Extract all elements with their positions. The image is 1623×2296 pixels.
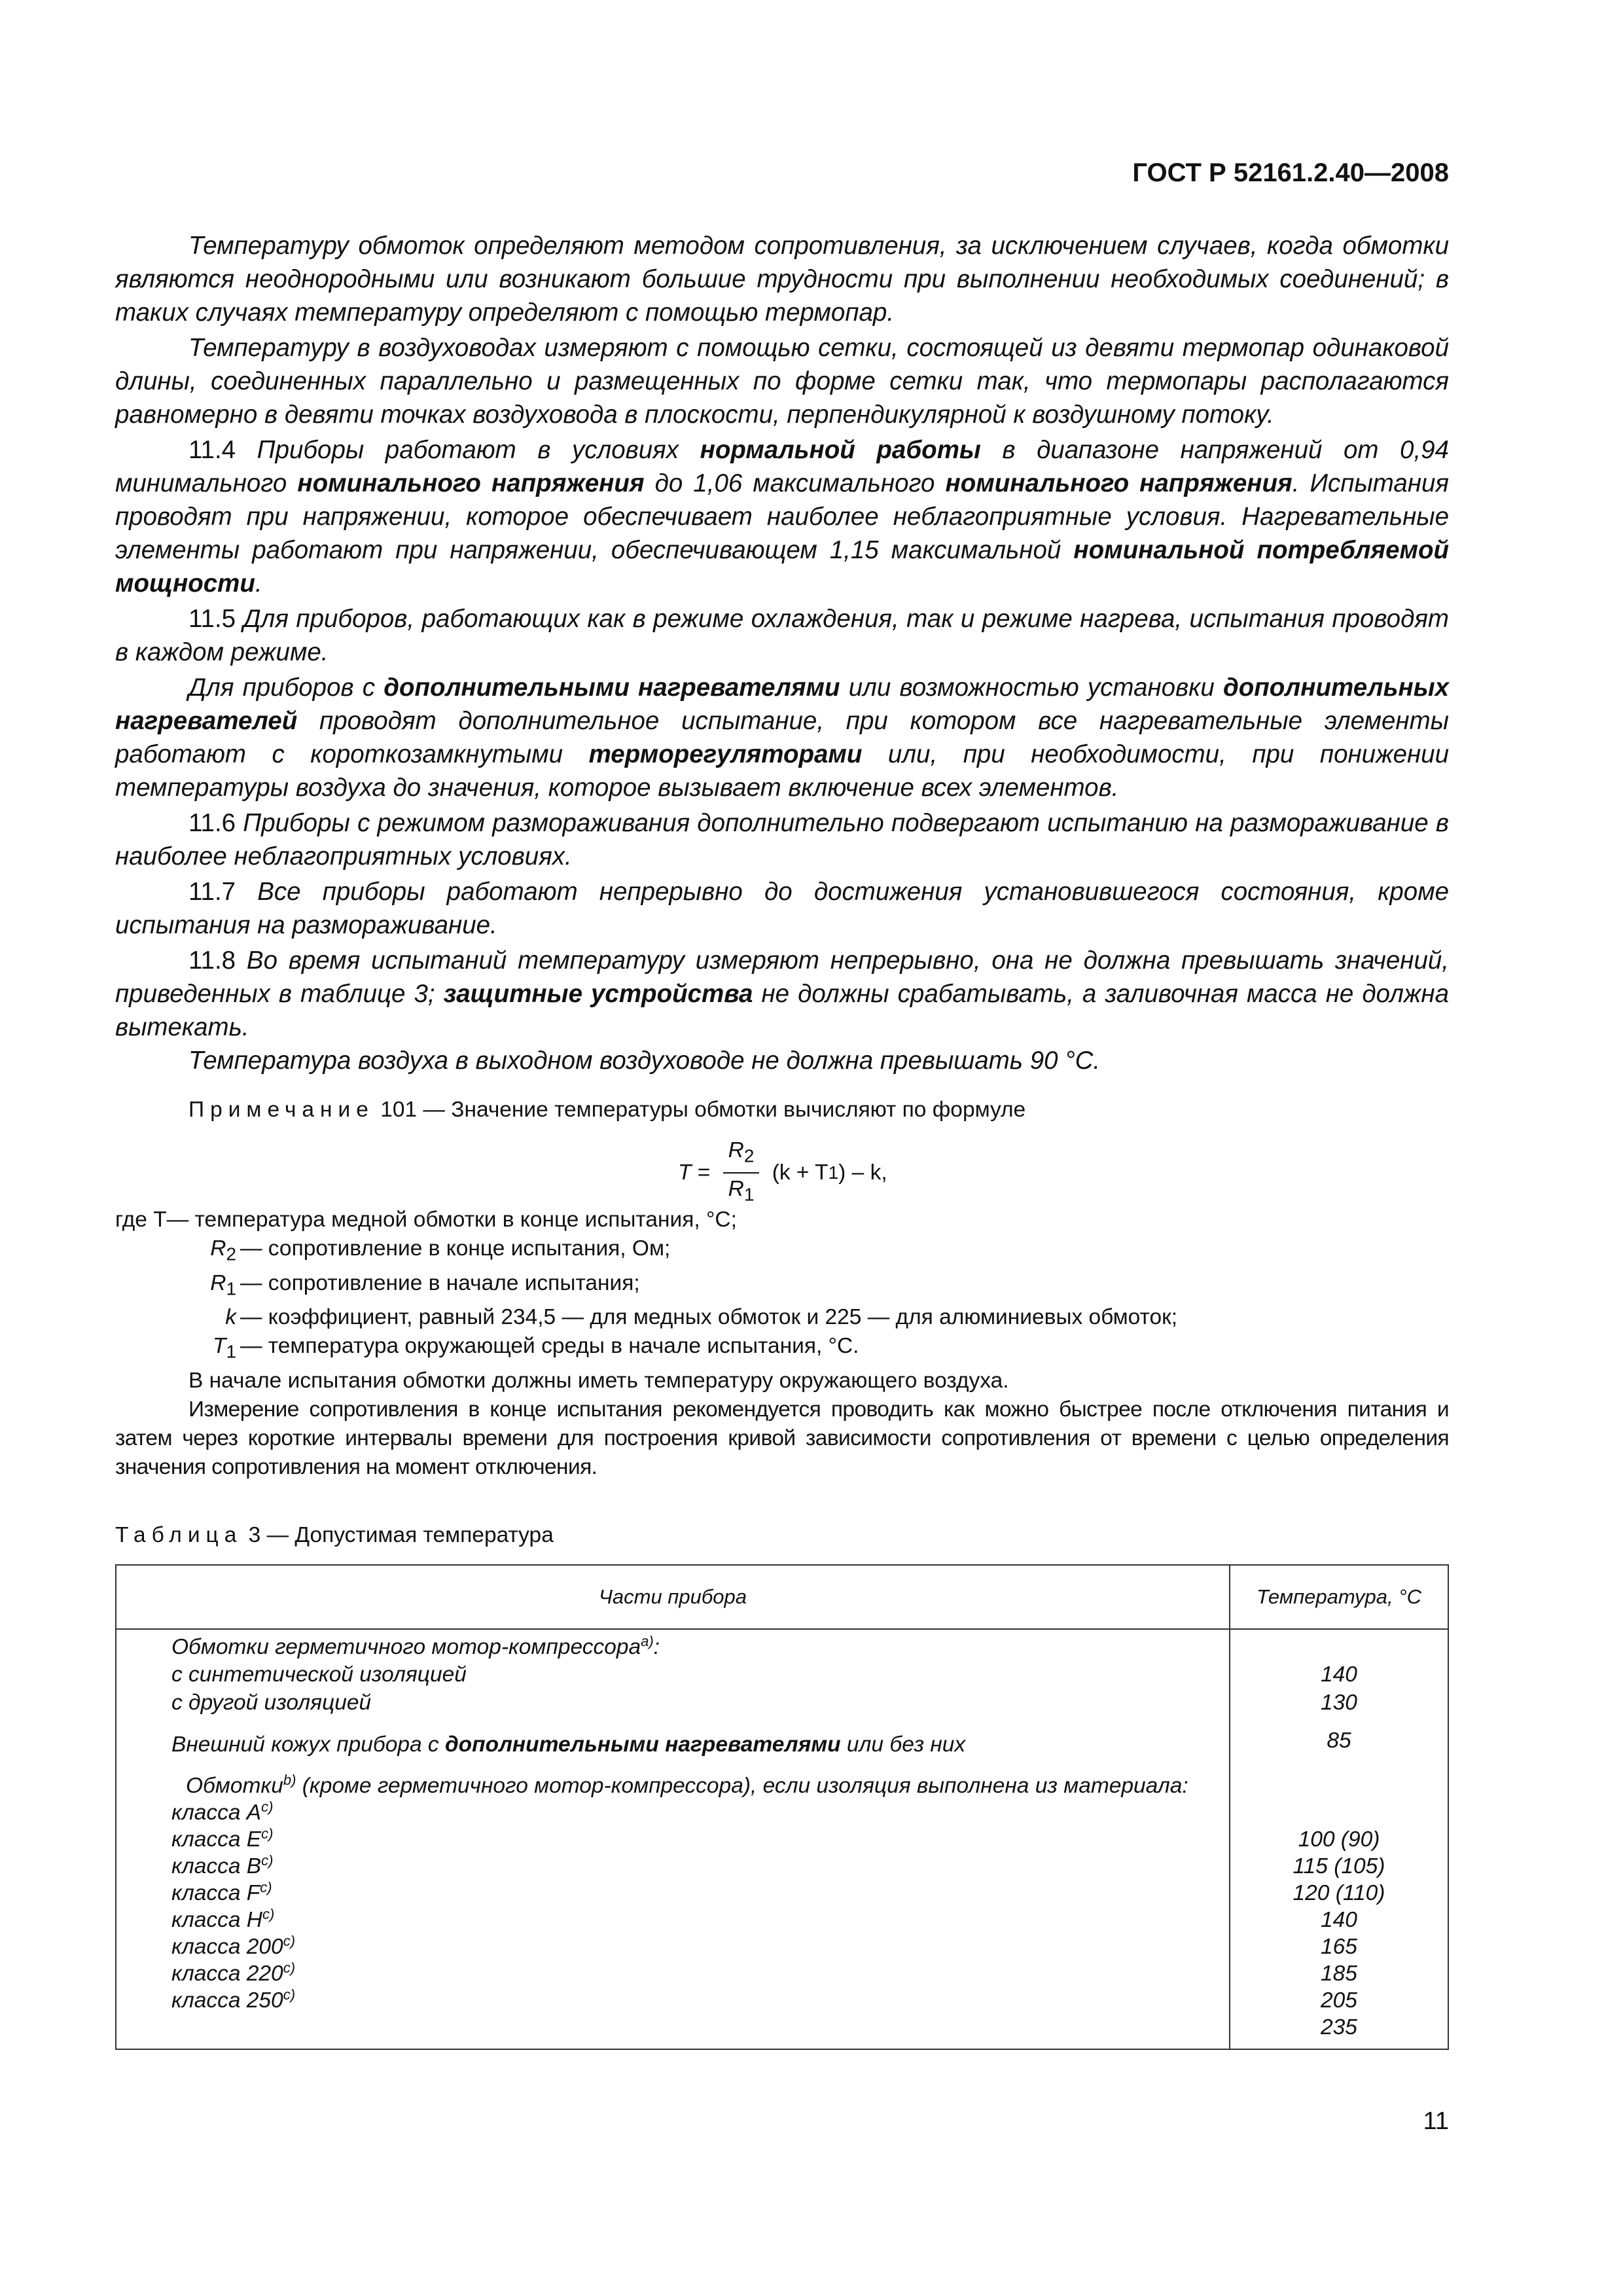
insulation-class-label: класса 250$^{c)}$ (171, 1986, 296, 2013)
temperature-formula: T = $\frac{R_2}{R_1}$ (k + T 1 ) – k, (115, 1132, 1449, 1198)
term: номинального напряжения (297, 469, 645, 497)
note-paragraph: Измерение сопротивления в конце испытания рекомендуется проводить как можно быстрее после отключения питания и затем через короткие интервалы времени для построения кривой зависимости сопротивления от времени с целью определения значения сопротивления на момент отключения. (115, 1397, 1449, 1480)
clause-number: 11.6 (188, 809, 236, 837)
page-number: 11 (1423, 2108, 1449, 2135)
clause-number: 11.5 (188, 605, 236, 633)
note-101 (115, 1096, 1449, 1550)
insulation-class-value: 100 (90) (1298, 1827, 1380, 1852)
term: номинального напряжения (945, 469, 1293, 497)
paragraph-11-7: 11.7 Все приборы работают непрерывно до достижения установившегося состояния, кроме испытания на размораживание. (115, 878, 1449, 939)
note-heading: Примечание 101 — Значение температуры обмотки вычисляют по формуле (188, 1098, 1026, 1122)
insulation-class-label: класса $E^{c)}$ (171, 1825, 274, 1852)
table-row: Обмотки герметичного мотор-компрессора$^{a)}$: с синтетической изоляцией с другой изоляцией 140 130 (116, 1629, 1448, 1717)
permissible-temperature-table (115, 1564, 1449, 2050)
table-caption: Таблица 3 — Допустимая температура (115, 1523, 554, 1548)
legend-row: $R_2$ — сопротивление в конце испытания, Ом; (210, 1236, 671, 1265)
note-label: Примечание (188, 1098, 374, 1122)
legend-row: где T — температура медной обмотки в конце испытания, °С; (115, 1208, 737, 1232)
paragraph-11-4: 11.4 Приборы работают в условиях нормальной работы в диапазоне напряжений от 0,94 минимального номинального напряжения до 1,06 максимального номинального напряжения. Испытания проводят при напряжении, которое обеспечивает наиболее неблагоприятные условия. Нагревательные элементы работают при напряжении, обеспечивающем 1,15 максимальной номинальной потребляемой мощности. (115, 436, 1449, 598)
legend-row: $R_1$ — сопротивление в начале испытания; (210, 1270, 640, 1299)
term: номинальной потребляемой мощности (115, 536, 1449, 598)
table-row: Внешний кожух прибора с дополнительными нагревателями или без них 85 (116, 1717, 1448, 1758)
insulation-class-value: 185 (1321, 1962, 1357, 1986)
term: дополнительными нагревателями (383, 673, 840, 702)
table-row: Обмотки$^{b)}$ (кроме герметичного мотор-компрессора), если изоляция выполнена из материала: класса $A^{c)}$ класса $E^{c)}$ класса $B^{c)}$ класса $F^{c)}$ класса $H^{c)}$ класса 200$^{c)}$ класса 220$^{c)}$ класса 250$^{c)}$ 100 (90) 115 (105) 120 (110) 140 165 185 205 235 (116, 1758, 1448, 2049)
paragraph-11-5: 11.5 Для приборов, работающих как в режиме охлаждения, так и режиме нагрева, испытания проводят в каждом режиме. (115, 605, 1449, 666)
term: дополнительных нагревателей (115, 673, 1449, 735)
paragraph-air-duct: Температуру в воздуховодах измеряют с помощью сетки, состоящей из девяти термопар одинаковой длины, соединенных параллельно и размещенных по форме сетки так, что термопары располагаются равномерно в девяти точках воздуховода в плоскости, перпендикулярной к воздушному потоку. (115, 334, 1449, 429)
table-header-row (116, 1565, 1448, 1629)
insulation-class-value: 140 (1321, 1908, 1357, 1933)
insulation-class-label: класса $B^{c)}$ (171, 1852, 274, 1879)
note-paragraph: В начале испытания обмотки должны иметь температуру окружающего воздуха. (188, 1369, 1009, 1393)
insulation-class-value: 120 (110) (1293, 1881, 1385, 1906)
column-header-temperature: Температура, °С (1230, 1565, 1448, 1629)
term: терморегуляторами (588, 740, 863, 768)
insulation-class-value: 235 (1321, 2015, 1357, 2040)
paragraph-air-temperature: Температура воздуха в выходном воздуховоде не должна превышать 90 °С. (188, 1047, 1101, 1075)
clause-number: 11.8 (188, 946, 236, 975)
clause-number: 11.4 (188, 436, 236, 464)
document-header: ГОСТ Р 52161.2.40—2008 (1132, 158, 1449, 187)
formula-legend (115, 1206, 1449, 1367)
term: дополнительными нагревателями (444, 1732, 841, 1757)
insulation-class-value: 165 (1321, 1935, 1357, 1960)
insulation-class-label: класса $H^{c)}$ (171, 1906, 275, 1933)
legend-row: $T_1$ — температура окружающей среды в начале испытания, °С. (213, 1334, 859, 1363)
insulation-class-value: 115 (105) (1293, 1854, 1385, 1879)
column-header-parts: Части прибора (116, 1565, 1230, 1629)
paragraph-winding-method: Температуру обмоток определяют методом сопротивления, за исключением случаев, когда обмотки являются неоднородными или возникают большие трудности при выполнении необходимых соединений; в таких случаях температуру определяют с помощью термопар. (115, 232, 1449, 327)
paragraph-11-8: 11.8 Во время испытаний температуру измеряют непрерывно, она не должна превышать значений, приведенных в таблице 3; защитные устройства не должны срабатывать, а заливочная масса не должна вытекать. (115, 946, 1449, 1041)
term: защитные устройства (443, 980, 753, 1008)
class-labels (116, 1799, 1229, 2014)
clause-number: 11.7 (188, 878, 236, 906)
term: нормальной работы (700, 436, 981, 464)
class-values (1230, 1826, 1448, 2041)
insulation-class-label: класса $F^{c)}$ (171, 1879, 272, 1906)
insulation-class-label: класса 200$^{c)}$ (171, 1933, 296, 1960)
formula-fraction: $\frac{R_2}{R_1}$ (723, 1136, 760, 1209)
page-content (115, 229, 1449, 2050)
legend-row: k — коэффициент, равный 234,5 — для медных обмоток и 225 — для алюминиевых обмоток; (225, 1305, 1178, 1330)
insulation-class-label: класса 220$^{c)}$ (171, 1960, 296, 1986)
paragraph-11-6: 11.6 Приборы с режимом размораживания дополнительно подвергают испытанию на размораживание в наиболее неблагоприятных условиях. (115, 809, 1449, 870)
paragraph-additional-heaters: Для приборов с дополнительными нагревателями или возможностью установки дополнительных нагревателей проводят дополнительное испытание, при котором все нагревательные элементы работают с короткозамкнутыми терморегуляторами или, при необходимости, при понижении температуры воздуха до значения, которое вызывает включение всех элементов. (115, 673, 1449, 802)
insulation-class-label: класса $A^{c)}$ (171, 1799, 274, 1825)
insulation-class-value: 205 (1321, 1988, 1357, 2013)
